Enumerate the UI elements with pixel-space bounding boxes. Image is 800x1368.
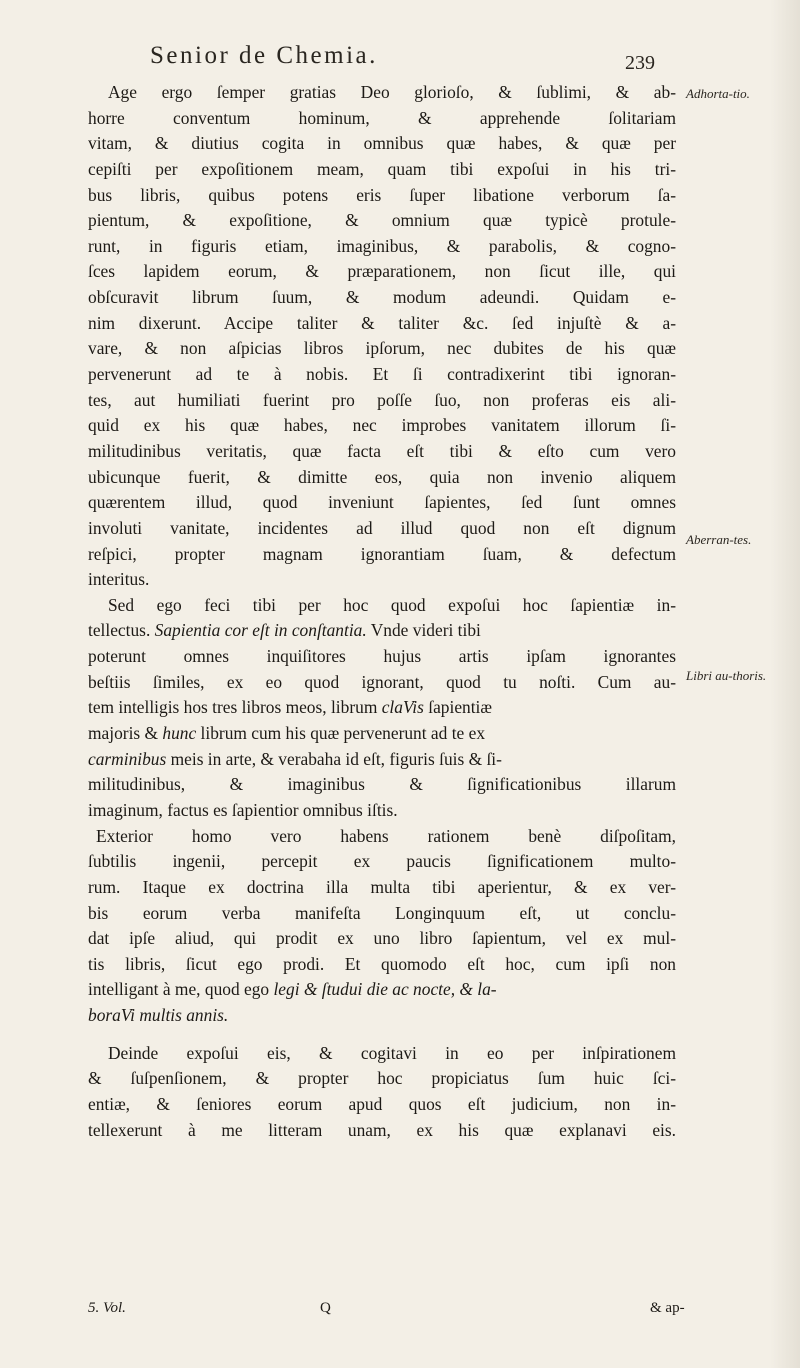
margin-note-adhortatio: Adhorta-tio. bbox=[686, 86, 750, 101]
running-head: Senior de Chemia. bbox=[150, 42, 378, 69]
text-line: involuti vanitate, incidentes ad illud quod non eſt dignum bbox=[88, 517, 676, 538]
margin-note-aberrantes: Aberran-tes. bbox=[686, 532, 752, 547]
text-line: bis eorum verba manifeſta Longinquum eſt, ut conclu- bbox=[88, 902, 676, 923]
text-line: tellexerunt à me litteram unam, ex his quæ explanavi eis. bbox=[88, 1119, 676, 1140]
text-run: librum cum his quæ pervenerunt ad te ex bbox=[196, 723, 486, 744]
text-line: cepiſti per expoſitionem meam, quam tibi expoſui in his tri- bbox=[88, 158, 676, 179]
margin-note-libri: Libri au-thoris. bbox=[686, 668, 767, 683]
text-line: ſces lapidem eorum, & præparationem, non ſicut ille, qui bbox=[88, 261, 676, 282]
text-line: obſcuravit librum ſuum, & modum adeundi. Quidam e- bbox=[88, 287, 676, 308]
text-line: interitus. bbox=[88, 569, 150, 590]
body-text bbox=[88, 80, 676, 1143]
italic-text: hunc bbox=[162, 723, 197, 744]
italic-text: boraVi multis annis. bbox=[88, 1005, 229, 1026]
text-line: imaginum, factus es ſapientior omnibus iſtis. bbox=[88, 799, 398, 820]
italic-text: carminibus bbox=[88, 748, 167, 769]
text-line: ubicunque fuerit, & dimitte eos, quia non invenio aliquem bbox=[88, 466, 676, 487]
text-line: runt, in figuris etiam, imaginibus, & parabolis, & cogno- bbox=[88, 235, 676, 256]
text-run: meis in arte, & verabaha id eſt, figuris ſuis & ſi- bbox=[166, 748, 502, 769]
text-line: militudinibus veritatis, quæ facta eſt tibi & eſto cum vero bbox=[88, 440, 676, 461]
text-line: nim dixerunt. Accipe taliter & taliter &c. ſed injuſtè & a- bbox=[88, 312, 676, 333]
text-line: horre conventum hominum, & apprehende ſolitariam bbox=[88, 107, 676, 128]
text-run: Vnde videri tibi bbox=[366, 620, 481, 641]
text-line: quærentem illud, quod inveniunt ſapientes, ſed ſunt omnes bbox=[88, 492, 676, 513]
text-line: quid ex his quæ habes, nec improbes vanitatem illorum ſi- bbox=[88, 415, 676, 436]
text-line: militudinibus, & imaginibus & ſignificationibus illarum bbox=[88, 774, 676, 795]
text-line: Sed ego feci tibi per hoc quod expoſui hoc ſapientiæ in- bbox=[108, 594, 676, 615]
text-line: Deinde expoſui eis, & cogitavi in eo per inſpirationem bbox=[108, 1042, 676, 1063]
text-line: tes, aut humiliati fuerint pro poſſe ſuo, non proferas eis ali- bbox=[88, 389, 676, 410]
text-line: Exterior homo vero habens rationem benè diſpoſitam, bbox=[96, 825, 676, 846]
signature-letter: Q bbox=[320, 1300, 331, 1316]
text-line bbox=[88, 1003, 676, 1029]
text-run: majoris & bbox=[88, 723, 163, 744]
text-line: beſtiis ſimiles, ex eo quod ignorant, quod tu noſti. Cum au- bbox=[88, 671, 676, 692]
italic-text: legi & ſtudui die ac nocte, & la- bbox=[273, 979, 497, 1000]
text-line: vitam, & diutius cogita in omnibus quæ habes, & quæ per bbox=[88, 133, 676, 154]
text-line: bus libris, quibus potens eris ſuper libatione verborum ſa- bbox=[88, 184, 676, 205]
text-line: Age ergo ſemper gratias Deo glorioſo, & ſublimi, & ab- bbox=[108, 82, 676, 102]
text-line bbox=[88, 747, 676, 773]
text-line: pervenerunt ad te à nobis. Et ſi contradixerint tibi ignoran- bbox=[88, 364, 676, 385]
text-line: intelligant à me, quod ego legi & ſtudui die ac nocte, & la- bbox=[88, 979, 497, 1000]
text-run: tem intelligis hos tres libros meos, librum bbox=[88, 697, 382, 718]
text-line: ſubtilis ingenii, percepit ex paucis ſignificationem multo- bbox=[88, 851, 676, 872]
italic-text: claVis bbox=[381, 697, 424, 718]
signature-mark: 5. Vol. bbox=[88, 1300, 126, 1316]
text-line: tis libris, ſicut ego prodi. Et quomodo eſt hoc, cum ipſi non bbox=[88, 953, 676, 974]
text-run: tellectus. bbox=[88, 620, 155, 641]
text-line: pientum, & expoſitione, & omnium quæ typicè protule- bbox=[88, 210, 676, 231]
text-line: rum. Itaque ex doctrina illa multa tibi aperientur, & ex ver- bbox=[88, 876, 676, 897]
text-line: vare, & non aſpicias libros ipſorum, nec dubites de his quæ bbox=[88, 338, 676, 359]
paragraph-gap bbox=[88, 1029, 676, 1041]
text-line: poterunt omnes inquiſitores hujus artis ipſam ignorantes bbox=[88, 646, 676, 667]
italic-text: Sapientia cor eſt in conſtantia. bbox=[154, 620, 367, 641]
text-line: entiæ, & ſeniores eorum apud quos eſt judicium, non in- bbox=[88, 1093, 676, 1114]
text-line bbox=[88, 618, 676, 644]
catchword: & ap- bbox=[650, 1300, 685, 1316]
text-line: & ſuſpenſionem, & propter hoc propiciatus ſum huic ſci- bbox=[88, 1068, 676, 1089]
text-line bbox=[88, 721, 676, 747]
page-edge-shading bbox=[770, 0, 800, 1368]
page-number: 239 bbox=[625, 52, 655, 74]
text-line bbox=[88, 695, 676, 721]
text-run: ſapientiæ bbox=[423, 697, 492, 718]
text-line: reſpici, propter magnam ignorantiam ſuam, & defectum bbox=[88, 543, 676, 564]
text-line: dat ipſe aliud, qui prodit ex uno libro ſapientum, vel ex mul- bbox=[88, 928, 676, 949]
